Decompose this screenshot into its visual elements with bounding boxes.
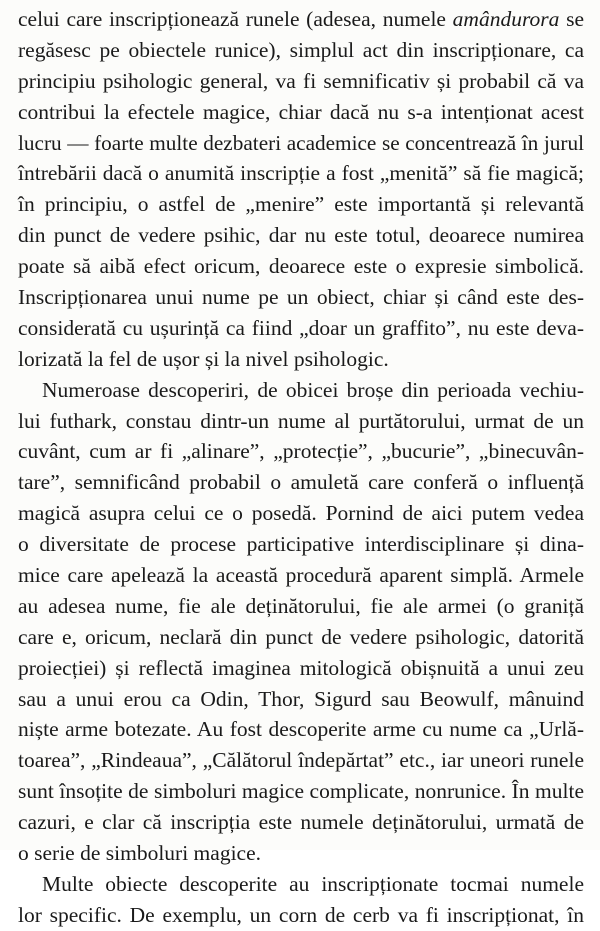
text-line: întrebării dacă o anumită inscripție a fost „menită” să fie magică; [18,161,584,186]
text-line: proiecției) și reflectă imaginea mitologică obișnuită a unui zeu [18,655,584,680]
paragraph-1 [18,4,584,375]
text-line: din punct de vedere psihic, dar nu este totul, deoarece numirea [18,223,584,248]
text-line: niște arme botezate. Au fost descoperite arme cu nume ca „Urlă- [18,717,584,742]
text-line: contribui la efectele magice, chiar dacă nu s-a intenționat acest [18,99,584,124]
text-line: principiu psihologic general, va fi semnificativ și probabil că va [18,68,584,93]
text-line: toarea”, „Rindeaua”, „Călătorul îndepărtat” etc., iar uneori runele [18,748,584,773]
text-line: lucru — foarte multe dezbateri academice se concentrează în jurul [18,130,584,155]
text-line: celui care inscripționează runele (adesea, numele amândurora se [18,7,584,31]
text-line: o diversitate de procese participative interdisciplinare și dina- [18,532,584,557]
text-line: lorizată la fel de ușor și la nivel psihologic. [18,346,389,371]
text-line: o serie de simboluri magice. [18,841,261,866]
text-line: care e, oricum, neclară din punct de vedere psihologic, datorită [18,624,584,649]
body-text [18,4,584,931]
text-line: Numeroase descoperiri, de obicei broșe din perioada vechiu- [42,377,584,402]
text-line: au adesea nume, fie ale deținătorului, fie ale armei (o graniță [18,593,584,618]
text-line: lui futhark, constau dintr-un nume al purtătorului, urmat de un [18,408,584,433]
paragraph-2 [18,375,584,869]
text-line: Multe obiecte descoperite au inscripționate tocmai numele [42,871,584,896]
text-line: magică asupra celui ce o posedă. Pornind de aici putem vedea [18,501,584,526]
text-line: lor specific. De exemplu, un corn de cerb va fi inscripționat, în [18,902,584,927]
text-line: considerată cu ușurință ca fiind „doar un graffito”, nu este deva- [18,315,584,340]
text-line: Inscripționarea unui nume pe un obiect, chiar și când este des- [18,285,584,310]
text-line: cuvânt, cum ar fi „alinare”, „protecție”, „bucurie”, „binecuvân- [18,439,584,464]
text-line: cazuri, e clar că inscripția este numele deținătorului, urmată de [18,810,584,835]
text-line: regăsesc pe obiectele runice), simplul act din inscripționare, ca [18,37,584,62]
text-line: poate să aibă efect oricum, deoarece este o expresie simbolică. [18,254,584,279]
text-line: sau a unui erou ca Odin, Thor, Sigurd sau Beowulf, mânuind [18,686,584,711]
text-line: tare”, semnificând probabil o amuletă care conferă o influență [18,470,584,495]
text-line: în principiu, o astfel de „menire” este importantă și relevantă [18,192,584,217]
paragraph-3 [18,869,584,931]
text-line: mice care apelează la această procedură aparent simplă. Armele [18,563,584,588]
text-line: sunt însoțite de simboluri magice complicate, nonrunice. În multe [18,779,584,804]
